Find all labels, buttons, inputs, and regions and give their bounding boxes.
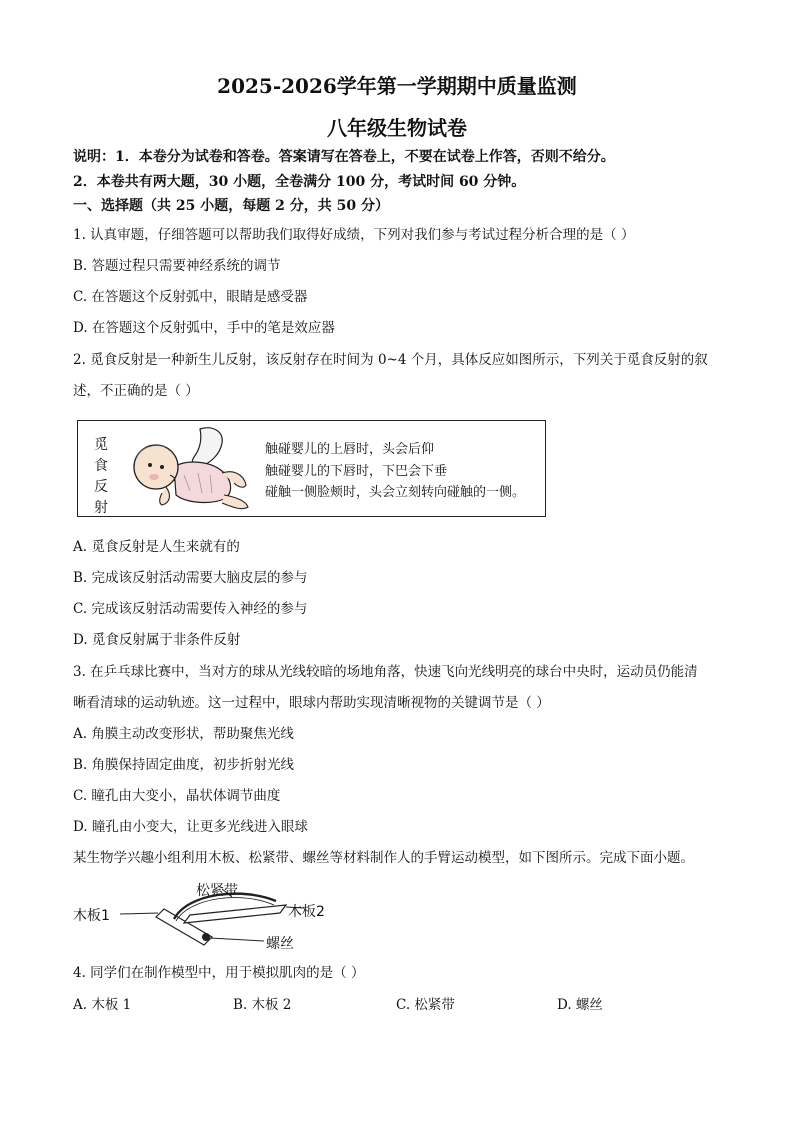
q2-option-a: A. 觅食反射是人生来就有的 bbox=[73, 539, 240, 555]
q4-option-b: B. 木板 2 bbox=[233, 997, 292, 1013]
q3-stem-line-2: 晰看清球的运动轨迹。这一过程中，眼球内帮助实现清晰视物的关键调节是（ ） bbox=[73, 695, 550, 711]
q1-option-c: C. 在答题这个反射弧中，眼睛是感受器 bbox=[73, 289, 308, 305]
q4-stem: 4. 同学们在制作模型中，用于模拟肌肉的是（ ） bbox=[73, 965, 365, 981]
q1-stem: 1. 认真审题，仔细答题可以帮助我们取得好成绩，下列对我们参与考试过程分析合理的是（ ） bbox=[73, 227, 635, 243]
q3-stem-line-1: 3. 在乒乓球比赛中，当对方的球从光线较暗的场地角落，快速飞向光线明亮的球台中央时，运动员仍能清 bbox=[73, 664, 698, 680]
q3-option-a: A. 角膜主动改变形状，帮助聚焦光线 bbox=[73, 726, 294, 742]
exam-title: 2025-2026学年第一学期期中质量监测 bbox=[217, 74, 577, 98]
q3-option-b: B. 角膜保持固定曲度，初步折射光线 bbox=[73, 757, 295, 773]
exam-subtitle: 八年级生物试卷 bbox=[327, 116, 467, 140]
label-board-2: 木板2 bbox=[288, 904, 325, 920]
board-2-shape bbox=[184, 905, 286, 923]
reflex-desc-cheek: 碰触一侧脸颊时，头会立刻转向碰触的一侧。 bbox=[265, 485, 526, 500]
q2-option-c: C. 完成该反射活动需要传入神经的参与 bbox=[73, 601, 308, 617]
instructions-line-1: 说明：1．本卷分为试卷和答卷。答案请写在答卷上，不要在试卷上作答，否则不给分。 bbox=[73, 149, 615, 165]
baby-illustration bbox=[114, 423, 254, 513]
q3-option-d: D. 瞳孔由小变大，让更多光线进入眼球 bbox=[73, 819, 308, 835]
label-board-1: 木板1 bbox=[73, 908, 110, 924]
figure-side-label: 觅 食 反 射 bbox=[94, 437, 108, 516]
q1-option-d: D. 在答题这个反射弧中，手中的笔是效应器 bbox=[73, 320, 335, 336]
label-elastic-band: 松紧带 bbox=[196, 883, 238, 899]
q4-option-c: C. 松紧带 bbox=[396, 997, 455, 1013]
rooting-reflex-figure bbox=[77, 420, 546, 517]
q2-stem-line-2: 述，不正确的是（ ） bbox=[73, 383, 199, 399]
screw-shape bbox=[202, 933, 210, 941]
section-heading-choice: 一、选择题（共 25 小题，每题 2 分，共 50 分） bbox=[73, 198, 389, 214]
q2-option-d: D. 觅食反射属于非条件反射 bbox=[73, 632, 241, 648]
arm-model-context: 某生物学兴趣小组利用木板、松紧带、螺丝等材料制作人的手臂运动模型，如下图所示。完成下面小题。 bbox=[73, 850, 694, 866]
q2-stem-line-1: 2. 觅食反射是一种新生儿反射，该反射存在时间为 0~4 个月，具体反应如图所示，下列关于觅食反射的叙 bbox=[73, 352, 708, 368]
q4-option-a: A. 木板 1 bbox=[73, 997, 132, 1013]
q2-option-b: B. 完成该反射活动需要大脑皮层的参与 bbox=[73, 570, 308, 586]
instructions-line-2: 2．本卷共有两大题，30 小题，全卷满分 100 分，考试时间 60 分钟。 bbox=[73, 174, 526, 190]
q1-option-b: B. 答题过程只需要神经系统的调节 bbox=[73, 258, 281, 274]
q4-option-d: D. 螺丝 bbox=[557, 997, 603, 1013]
label-screw: 螺丝 bbox=[266, 936, 294, 952]
reflex-desc-upper-lip: 触碰婴儿的上唇时，头会后仰 bbox=[265, 442, 435, 457]
reflex-desc-lower-lip: 触碰婴儿的下唇时，下巴会下垂 bbox=[265, 464, 448, 479]
q3-option-c: C. 瞳孔由大变小，晶状体调节曲度 bbox=[73, 788, 281, 804]
